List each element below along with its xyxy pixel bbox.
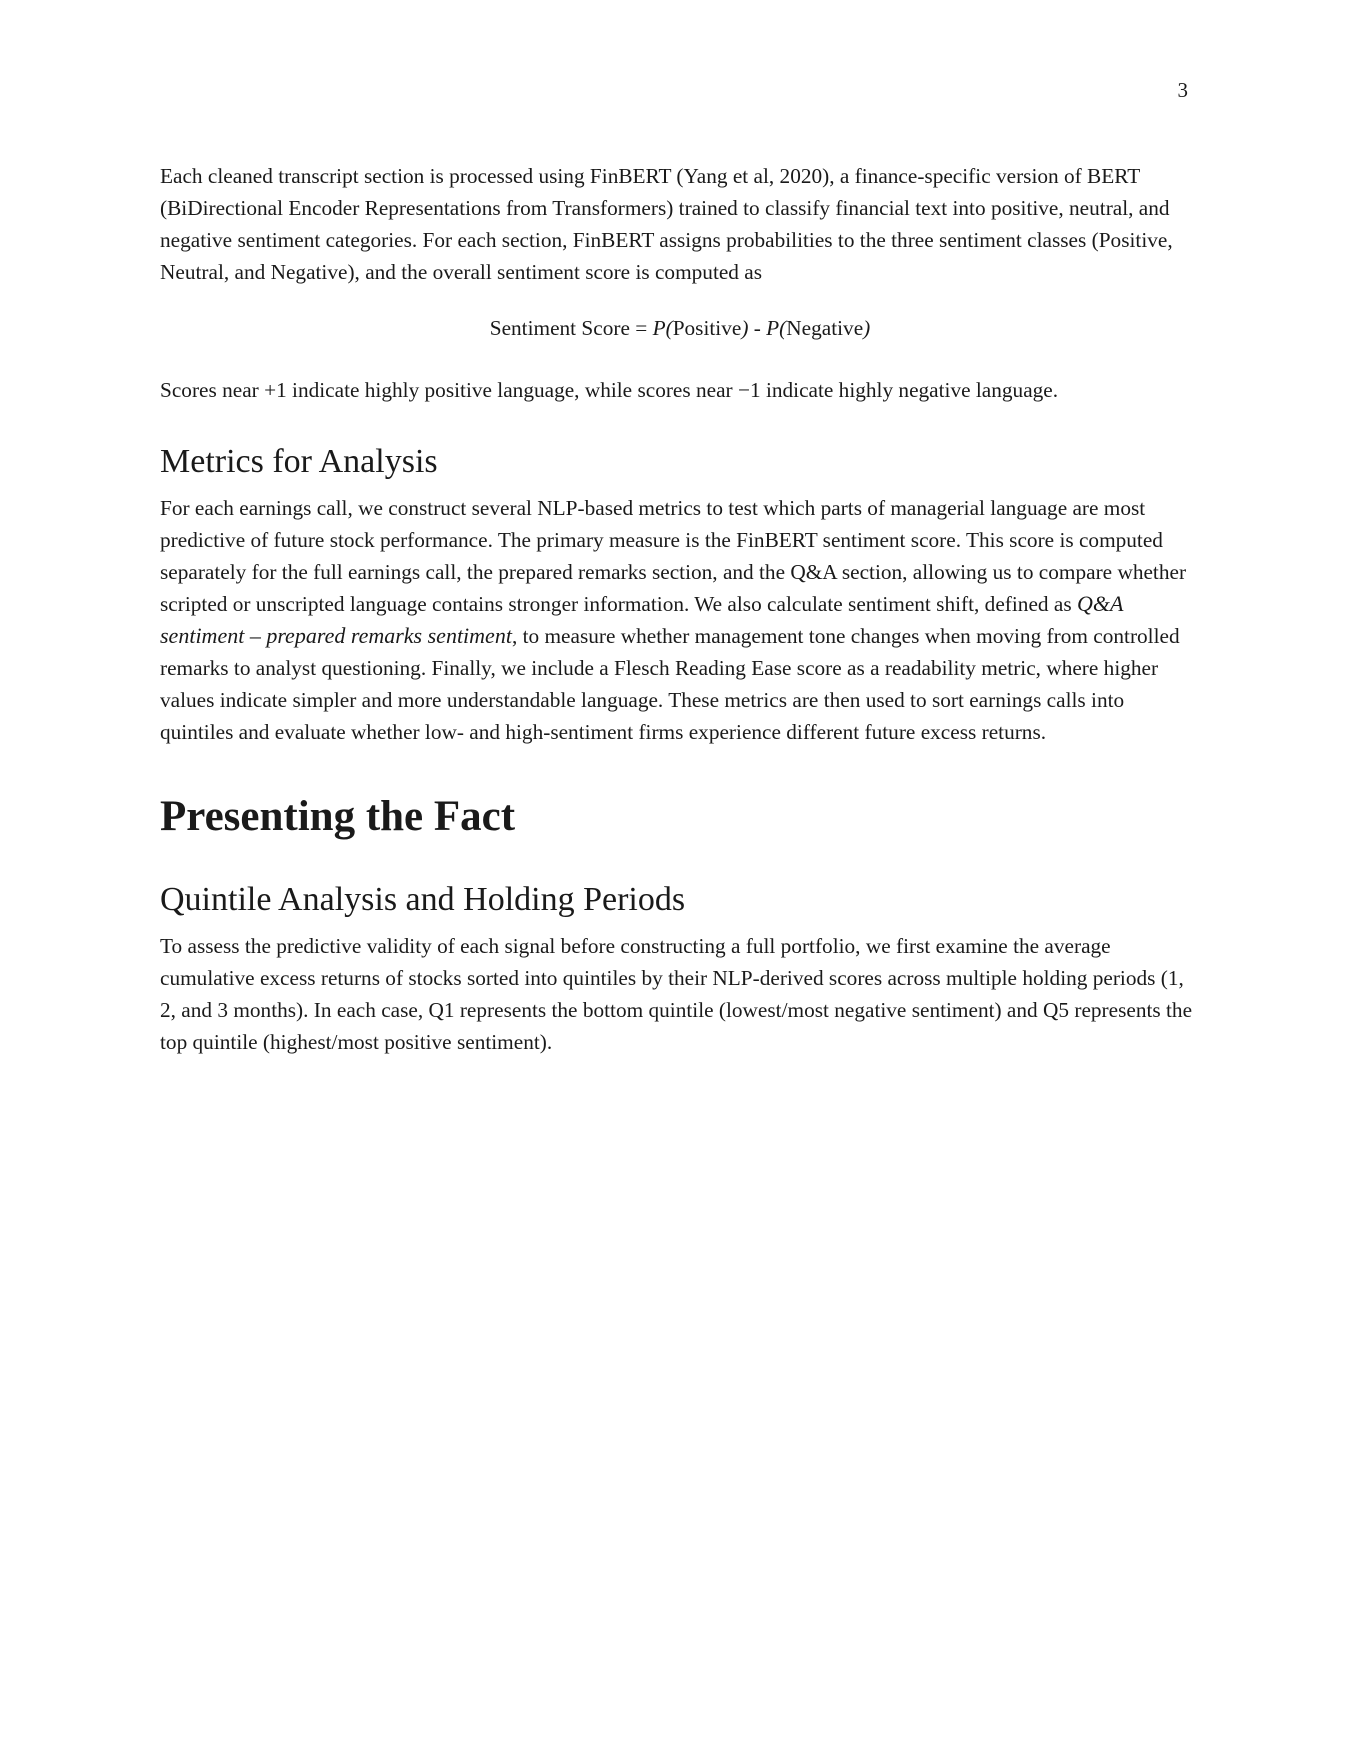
equation-close: ) xyxy=(863,316,871,340)
document-body xyxy=(160,160,1200,1058)
sentiment-shift-formula: Q&A sentiment – prepared remarks sentiment xyxy=(160,591,1123,648)
metrics-paragraph xyxy=(160,492,1200,748)
equation-positive: Positive xyxy=(672,316,742,340)
sentiment-score-equation xyxy=(160,312,1200,344)
equation-negative: Negative xyxy=(786,316,864,340)
scores-paragraph: Scores near +1 indicate highly positive language, while scores near −1 indicate highly negative language. xyxy=(160,378,1059,402)
metrics-text-2: , to measure whether management tone changes when moving from controlled remarks to analyst questioning. Finally, we include a Flesch Reading Ease score as a readability metric, where higher values indicate simpler and more understandable language. These metrics are then used to sort earnings calls into quintiles and evaluate whether low- and high-sentiment firms experience different future excess returns. xyxy=(160,624,1180,744)
equation-p2: P( xyxy=(766,316,787,340)
equation-minus: ) - xyxy=(741,316,767,340)
quintile-paragraph: To assess the predictive validity of each signal before constructing a full portfolio, we first examine the average cumulative excess returns of stocks sorted into quintiles by their NLP-derived scores across multiple holding periods (1, 2, and 3 months). In each case, Q1 represents the bottom quintile (lowest/most negative sentiment) and Q5 represents the top quintile (highest/most positive sentiment). xyxy=(160,934,1193,1054)
page-number: 3 xyxy=(1177,78,1188,102)
metrics-heading: Metrics for Analysis xyxy=(160,443,438,480)
quintile-heading: Quintile Analysis and Holding Periods xyxy=(160,881,686,918)
metrics-text-1: For each earnings call, we construct several NLP-based metrics to test which parts of managerial language are most predictive of future stock performance. The primary measure is the FinBERT sentiment score. This score is computed separately for the full earnings call, the prepared remarks section, and the Q&A section, allowing us to compare whether scripted or unscripted language contains stronger information. We also calculate sentiment shift, defined as xyxy=(160,496,1187,616)
intro-paragraph: Each cleaned transcript section is processed using FinBERT (Yang et al, 2020), a finance-specific version of BERT (BiDirectional Encoder Representations from Transformers) trained to classify financial text into positive, neutral, and negative sentiment categories. For each section, FinBERT assigns probabilities to the three sentiment classes (Positive, Neutral, and Negative), and the overall sentiment score is computed as xyxy=(160,164,1173,284)
equation-p1: P( xyxy=(652,316,673,340)
equation-lhs: Sentiment Score = xyxy=(489,316,653,340)
presenting-heading: Presenting the Fact xyxy=(160,793,516,840)
